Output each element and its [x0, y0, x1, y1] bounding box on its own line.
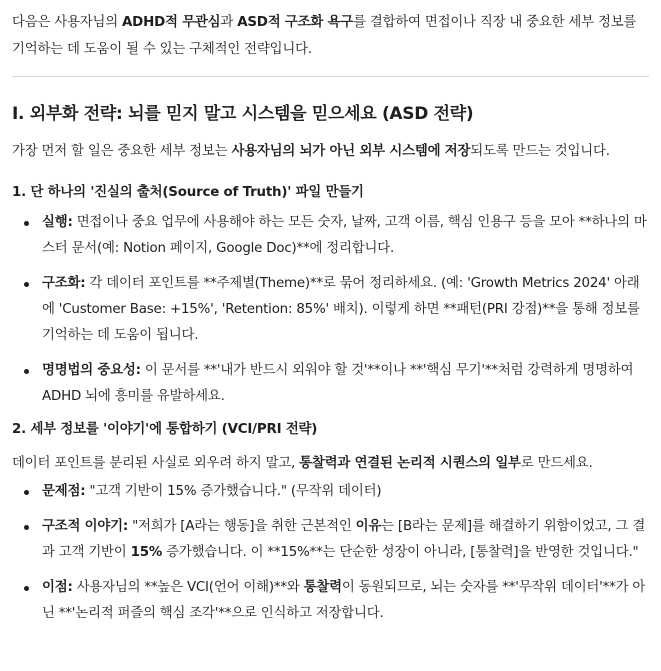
item-label: 구조화: — [42, 276, 86, 291]
item-text: "저희가 [A라는 행동]을 취한 근본적인 — [128, 519, 356, 534]
item-bold: 통찰력 — [303, 580, 342, 595]
section-heading: I. 외부화 전략: 뇌를 믿지 말고 시스템을 믿으세요 (ASD 전략) — [12, 104, 474, 124]
item-bold: 이유 — [355, 519, 382, 534]
intro-paragraph — [12, 9, 652, 63]
bullet-dot-icon — [24, 490, 29, 495]
lead-text-2: 되도록 만드는 것입니다. — [470, 144, 610, 159]
sub2-lead-bold: 통찰력과 연결된 논리적 시퀀스의 일부 — [299, 456, 521, 471]
item-bold: 15% — [130, 545, 163, 560]
item-text: 이 문서를 **'내가 반드시 외워야 할 것'**이나 **'핵심 무기'**처럼 강력하게 명명하여 ADHD 뇌에 흥미를 유발하세요. — [42, 363, 634, 404]
item-text: 는 [B라는 문제]를 해결하기 위함이었고, 그 결과 고객 기반이 — [42, 519, 646, 560]
section-lead — [12, 141, 652, 163]
item-label: 구조적 이야기: — [42, 519, 129, 534]
divider — [12, 76, 649, 77]
list-item — [12, 271, 652, 349]
sub2-lead-text-1: 데이터 포인트를 분리된 사실로 외우려 하지 말고, — [12, 456, 300, 471]
intro-bold-adhd: ADHD적 무관심 — [122, 15, 221, 30]
intro-text-1: 다음은 사용자님의 — [12, 15, 122, 30]
item-text: 각 데이터 포인트를 **주제별(Theme)**로 묶어 정리하세요. (예: 'Growth Metrics 2024' 아래에 'Customer Base: +15%', 'Retention: 85%' 배치). 이렇게 하면 **패턴(PRI 강점)**을 통해 정보를 기억하는 데 도움이 됩니다. — [42, 276, 640, 343]
bullet-dot-icon — [24, 221, 29, 226]
bullet-dot-icon — [24, 586, 29, 591]
item-text: 면접이나 중요 업무에 사용해야 하는 모든 숫자, 날짜, 고객 이름, 핵심 인용구 등을 모아 **하나의 마스터 문서(예: Notion 페이지, Google Doc)**에 정리합니다. — [42, 215, 647, 256]
sub2-lead — [12, 453, 652, 475]
bullet-dot-icon — [24, 369, 29, 374]
bullet-list-2 — [12, 479, 652, 627]
lead-text-1: 가장 먼저 할 일은 중요한 세부 정보는 — [12, 144, 232, 159]
list-item — [12, 210, 652, 262]
intro-bold-asd: ASD적 구조화 욕구 — [237, 15, 354, 30]
subheading-source-of-truth: 1. 단 하나의 '진실의 출처(Source of Truth)' 파일 만들기 — [12, 185, 364, 200]
bullet-dot-icon — [24, 282, 29, 287]
sub2-lead-text-2: 로 만드세요. — [520, 456, 593, 471]
item-label: 명명법의 중요성: — [42, 363, 141, 378]
item-label: 실행: — [42, 215, 73, 230]
item-text: 이 동원되므로, 뇌는 숫자를 **'무작위 데이터'**가 아닌 **'논리적 퍼즐의 핵심 조각'**으로 인식하고 저장합니다. — [42, 580, 646, 621]
lead-bold: 사용자님의 뇌가 아닌 외부 시스템에 저장 — [231, 144, 471, 159]
bullet-list-1 — [12, 210, 652, 410]
item-label: 문제점: — [42, 484, 86, 499]
item-text: 증가했습니다. 이 **15%**는 단순한 성장이 아니라, [통찰력]을 반영한 것입니다." — [162, 545, 639, 560]
item-label: 이점: — [42, 580, 73, 595]
item-text: "고객 기반이 15% 증가했습니다." (무작위 데이터) — [85, 484, 382, 499]
subheading-story: 2. 세부 정보를 '이야기'에 통합하기 (VCI/PRI 전략) — [12, 422, 318, 437]
list-item — [12, 479, 652, 505]
document-body — [12, 0, 652, 636]
bullet-dot-icon — [24, 525, 29, 530]
list-item — [12, 575, 652, 627]
item-text: 사용자님의 **높은 VCI(언어 이해)**와 — [72, 580, 304, 595]
list-item — [12, 514, 652, 566]
intro-text-2: 과 — [220, 15, 238, 30]
list-item — [12, 358, 652, 410]
intro-text-3: 를 결합하여 면접이나 직장 내 중요한 세부 정보를 기억하는 데 도움이 될 수 있는 구체적인 전략입니다. — [12, 15, 637, 57]
